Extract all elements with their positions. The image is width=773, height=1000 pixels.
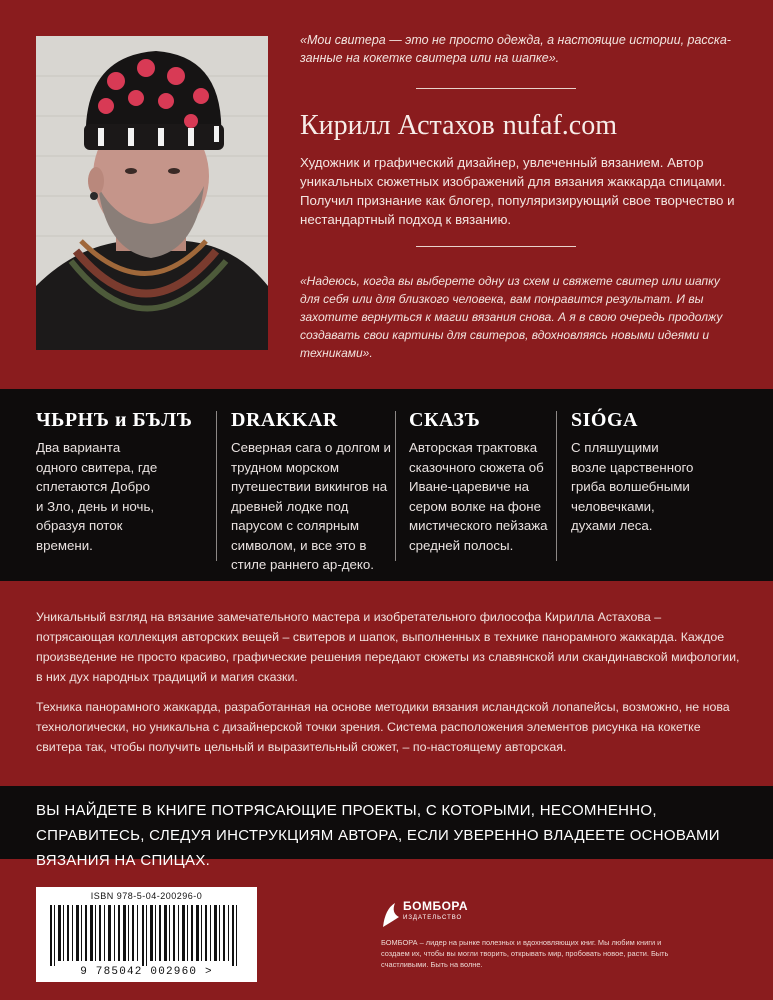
description-paragraph: Техника панорамного жаккарда, разработанная на основе методики вязания исландской лопапейсы, возможно, не нова технологически, но уникальна с дизайнерской точки зрения. Система расположения элементов рисунка на кокетке свитера так, чтобы получить цельный и выразительный сюжет, – по-настоящему авторская. [36,700,730,754]
project-title: SIÓGA [571,409,638,431]
column-divider [216,411,217,561]
callout-text: ВЫ НАЙДЕТЕ В КНИГЕ ПОТРЯСАЮЩИЕ ПРОЕКТЫ, С КОТОРЫМИ, НЕСОМНЕННО, СПРАВИТЕСЬ, СЛЕДУЯ ИНСТРУКЦИЯМ АВТОРА, ЕСЛИ УВЕРЕННО ВЛАДЕЕТЕ ОСНОВАМИ ВЯЗАНИЯ НА СПИЦАХ. [36,802,720,869]
author-photo [36,36,268,350]
publisher-name: БОМБОРА [403,899,469,913]
barcode-digits: 9 785042 002960 > [40,966,253,978]
author-quote: «Надеюсь, когда вы выберете одну из схем и свяжете свитер или шапку для себя или для близкого человека, вам понравится результат. И вы захотите вернуться к магии вязания снова. А я в свою очередь продолжу создавать свои картины для свитеров, вдохновляясь новыми идеями и техниками». [300,274,723,360]
project-column [571,409,741,536]
divider-line [416,88,576,89]
project-column [409,409,549,555]
project-title: СКАЗЪ [409,409,481,431]
project-text: Северная сага о долгом и трудном морском путешествии викингов на древней лодке под парусом с солярным символом, и все это в стиле раннего ар-деко. [231,440,391,572]
author-bio: Художник и графический дизайнер, увлеченный вязанием. Автор уникальных сюжетных изображений для вязания жаккарда спицами. Получил признание как блогер, популяризирующий свое творчество и нестандартный подход к вязанию. [300,155,735,227]
author-name: Кирилл Астахов [300,110,495,141]
wave-icon [381,899,401,929]
column-divider [395,411,396,561]
project-title: DRAKKAR [231,409,338,431]
project-column [36,409,193,555]
projects-band [0,389,773,581]
publisher-description: БОМБОРА – лидер на рынке полезных и вдохновляющих книг. Мы любим книги и создаем их, чтобы вы могли творить, открывать мир, пробовать новое, расти. Быть счастливыми. Быть на волне. [381,938,669,969]
barcode [36,887,257,982]
author-heading [300,110,617,142]
project-text: Два варианта одного свитера, где сплетаются Добро и Зло, день и ночь, образуя поток времени. [36,440,158,553]
column-divider [556,411,557,561]
project-title: ЧЬРНЪ и БЪЛЪ [36,409,193,431]
project-text: Авторская трактовка сказочного сюжета об Иване-царевиче на сером волке на фоне мистического пейзажа средней полосы. [409,440,548,553]
description-paragraph: Уникальный взгляд на вязание замечательного мастера и изобретательного философа Кирилла Астахова – потрясающая коллекция авторских вещей – свитеров и шапок, выполненных в технике панорамного жаккарда. Каждое произведение не просто красиво, графические решения передают сюжеты из славянской или скандинавской мифологии, в них дух народных традиций и магия сказки. [36,610,740,684]
top-quote: «Мои свитера — это не просто одежда, а настоящие истории, расска- занные на кокетке свитера или на шапке». [300,33,731,65]
isbn-label: ISBN 978-5-04-200296-0 [90,891,203,901]
publisher-sub: ИЗДАТЕЛЬСТВО [403,915,463,921]
author-site: nufaf.com [502,110,617,141]
project-text: С пляшущими возле царственного гриба волшебными человечками, духами леса. [571,440,694,533]
project-column [231,409,396,575]
divider-line [416,246,576,247]
callout-strip [0,786,773,869]
publisher-logo [381,897,491,931]
